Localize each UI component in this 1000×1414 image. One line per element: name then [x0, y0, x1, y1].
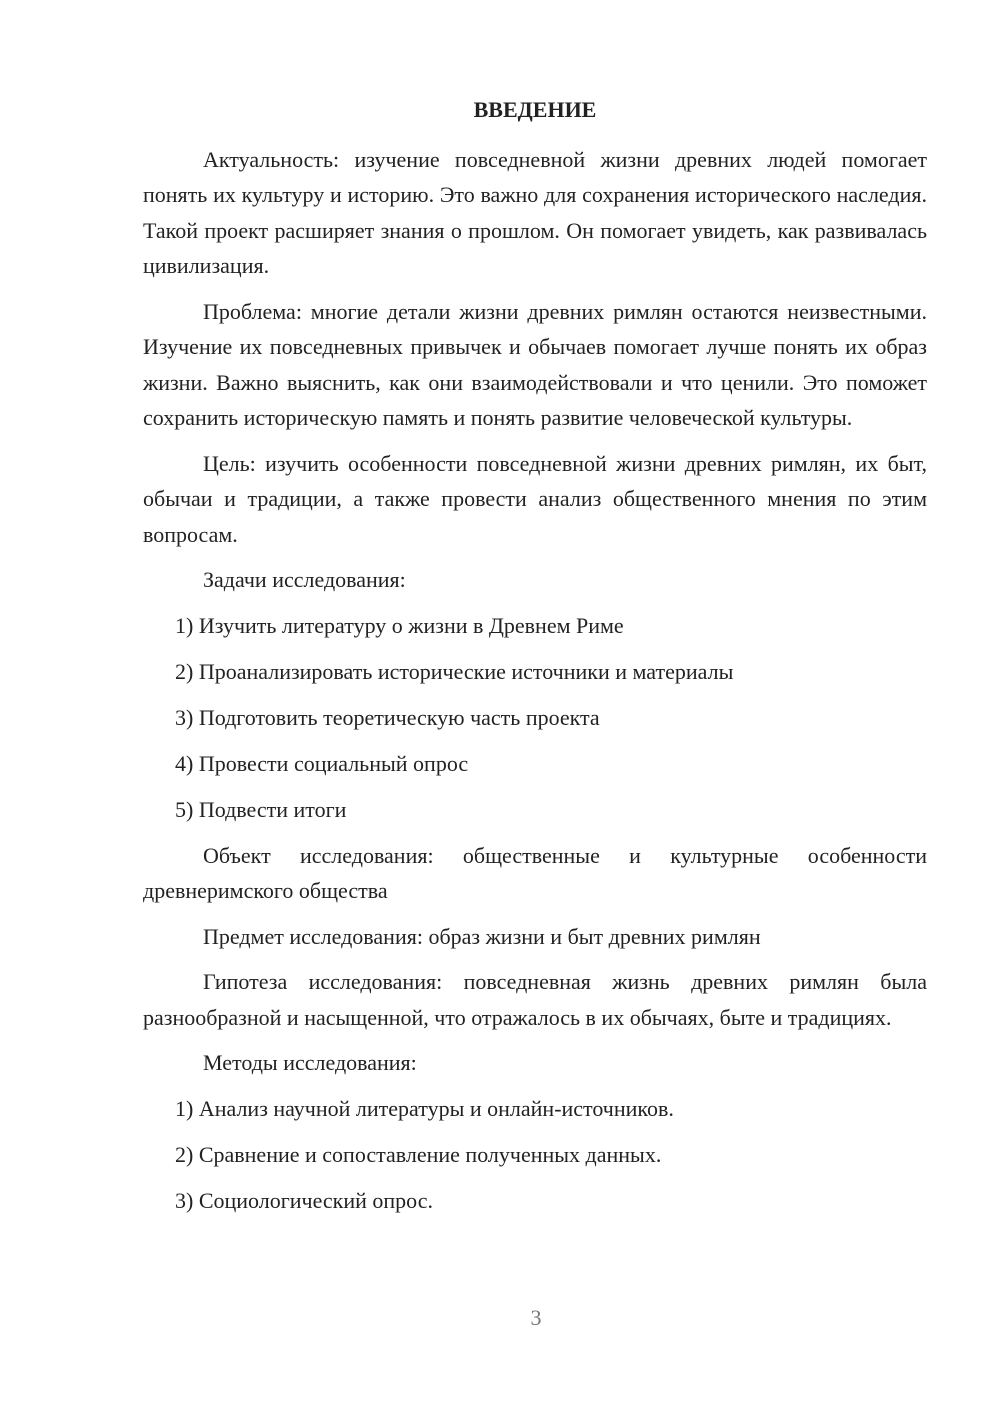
- methods-heading: Методы исследования:: [203, 1050, 417, 1075]
- method-item: 1) Анализ научной литературы и онлайн-источников.: [175, 1095, 674, 1121]
- document-page: [143, 92, 927, 1229]
- problem-paragraph: Проблема: многие детали жизни древних римлян остаются неизвестными. Изучение их повседневных привычек и обычаев помогает лучше понять их образ жизни. Важно выяснить, как они взаимодействовали и что ценили. Это поможет сохранить историческую память и понять развитие человеческой культуры.: [143, 298, 927, 430]
- goal-paragraph: Цель: изучить особенности повседневной жизни древних римлян, их быт, обычаи и традиции, а также провести анализ общественного мнения по этим вопросам.: [143, 450, 927, 547]
- method-item: 2) Сравнение и сопоставление полученных данных.: [175, 1141, 662, 1167]
- task-item: 1) Изучить литературу о жизни в Древнем Риме: [175, 612, 624, 638]
- subject-paragraph: Предмет исследования: образ жизни и быт древних римлян: [203, 923, 761, 949]
- hypothesis-paragraph: Гипотеза исследования: повседневная жизнь древних римлян была разнообразной и насыщенной, что отражалось в их обычаях, быте и традициях.: [143, 969, 927, 1030]
- task-item: 4) Провести социальный опрос: [175, 750, 469, 776]
- relevance-paragraph: Актуальность: изучение повседневной жизни древних людей помогает понять их культуру и историю. Это важно для сохранения исторического наследия. Такой проект расширяет знания о прошлом. Он помогает увидеть, как развивалась цивилизация.: [143, 146, 927, 278]
- task-item: 3) Подготовить теоретическую часть проекта: [175, 704, 600, 730]
- task-item: 5) Подвести итоги: [175, 796, 347, 822]
- task-item: 2) Проанализировать исторические источники и материалы: [175, 658, 734, 684]
- page-number: 3: [530, 1305, 542, 1330]
- method-item: 3) Социологический опрос.: [175, 1187, 433, 1213]
- tasks-heading: Задачи исследования:: [203, 567, 406, 592]
- section-title: ВВЕДЕНИЕ: [473, 97, 597, 122]
- object-paragraph: Объект исследования: общественные и культурные особенности древнеримского общества: [143, 842, 927, 903]
